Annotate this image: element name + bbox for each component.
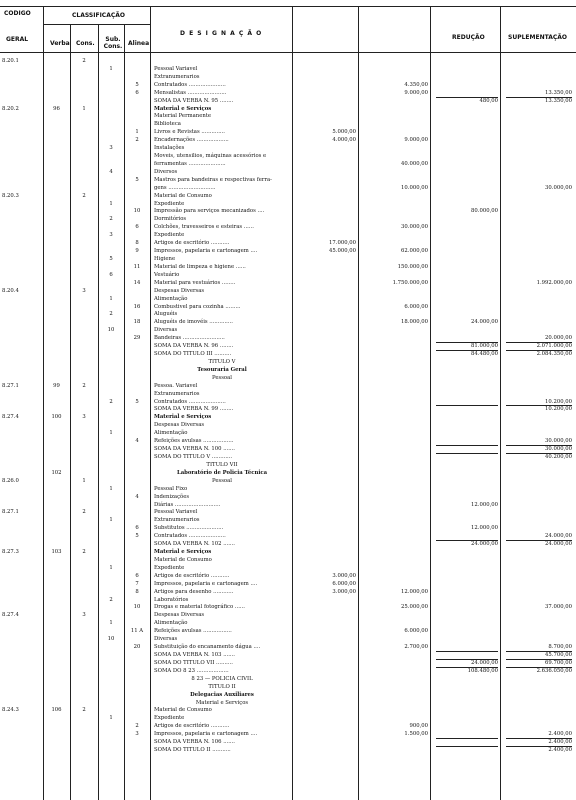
row-designation: SOMA DA VERBA N. 102 ....... — [154, 541, 235, 548]
row-alin: 2 — [135, 723, 139, 730]
row-cons: 2 — [82, 382, 86, 389]
row-cons: 2 — [82, 707, 86, 714]
row-designation: Extranumerarios — [154, 73, 200, 80]
row-sup: 2.400,00 — [548, 747, 572, 754]
row-designation: Material e Serviços — [154, 549, 212, 556]
header-cons: Cons. — [76, 40, 95, 47]
sum-rule — [436, 405, 498, 406]
row-cons: 3 — [82, 612, 86, 619]
col-rule — [430, 6, 431, 800]
row-alin: 10 — [133, 208, 141, 215]
row-sup: 40.200,00 — [545, 454, 572, 460]
row-c2: 9.000,00 — [404, 137, 428, 144]
row-c2: 9.000,00 — [404, 89, 428, 96]
row-designation: Material e Serviços — [195, 699, 249, 706]
row-c2: 10.000,00 — [401, 184, 428, 191]
header-designacao: D E S I G N A Ç Ã O — [180, 30, 263, 37]
row-c1: 45.000,00 — [329, 248, 356, 255]
row-designation: SOMA DA VERBA N. 100 ....... — [154, 446, 235, 453]
row-c1: 6.000,00 — [332, 580, 356, 587]
row-cons: 2 — [82, 509, 86, 516]
row-designation: SOMA DA VERBA N. 95 ........ — [154, 97, 234, 104]
row-red: 24.000,00 — [471, 319, 498, 326]
row-designation: Dormitórios — [154, 216, 187, 223]
row-alin: 10 — [133, 604, 141, 611]
row-cons: 2 — [82, 58, 86, 64]
row-alin: 3 — [135, 731, 139, 738]
row-c1: 3.000,00 — [332, 572, 356, 579]
row-designation: Material de Consumo — [154, 556, 212, 563]
row-alin: 20 — [133, 644, 141, 651]
row-alin: 4 — [135, 438, 139, 445]
row-designation: TITULO V — [208, 358, 236, 365]
row-sup: 1.992.000,00 — [536, 279, 572, 286]
row-code: 8.27.4 — [2, 414, 19, 421]
row-designation: Artigos para desenho ............ — [154, 588, 234, 595]
row-designation: Expediente — [154, 564, 185, 571]
row-designation: TITULO II — [208, 683, 236, 690]
row-cons: 1 — [82, 105, 86, 112]
row-sup: 2.071.000,00 — [536, 343, 572, 350]
row-red: 480,00 — [479, 97, 498, 104]
row-red: 12.000,00 — [471, 525, 498, 532]
row-designation: SOMA DA VERBA N. 106 ....... — [154, 739, 235, 746]
row-sup: 20.000,00 — [545, 335, 572, 342]
row-designation: Delegacias Auxiliares — [190, 691, 254, 698]
row-sub: 1 — [109, 564, 113, 571]
row-verba: 102 — [51, 469, 62, 476]
row-designation: SOMA DO TITULO V ............ — [154, 454, 233, 460]
row-designation: Contratados ...................... — [154, 398, 226, 405]
row-code: 8.27.4 — [2, 612, 19, 619]
row-sub: 2 — [109, 311, 113, 318]
row-designation: Material e Serviços — [154, 414, 212, 421]
row-c2: 6.000,00 — [404, 303, 428, 310]
row-designation: SOMA DO TITULO II ........... — [154, 747, 231, 754]
row-alin: 6 — [135, 224, 139, 231]
row-cons: 2 — [82, 192, 86, 199]
row-sup: 13.350,00 — [545, 89, 572, 96]
col-rule — [358, 6, 359, 800]
row-designation: SOMA DO TITULO VII .......... — [154, 659, 233, 666]
row-designation: Laboratório de Policia Técnica — [176, 469, 268, 476]
row-designation: Extranumerarios — [154, 390, 200, 397]
row-red: 81.000,00 — [471, 343, 498, 350]
row-sub: 3 — [109, 232, 113, 239]
row-code: 8.27.1 — [2, 509, 19, 516]
row-designation: Contratados ...................... — [154, 81, 226, 88]
row-designation: Pessoal — [212, 477, 232, 484]
row-alin: 14 — [133, 279, 141, 286]
row-designation: Combustivel para cozinha ......... — [154, 303, 241, 310]
row-c2: 12.000,00 — [401, 588, 428, 595]
row-designation: Material para vestuários ........ — [154, 279, 236, 286]
row-designation: Diversos — [154, 168, 178, 175]
row-verba: 103 — [51, 549, 62, 556]
row-code: 8.20.2 — [2, 105, 19, 112]
row-designation: Contratados ...................... — [154, 533, 226, 540]
header-reducao: REDUÇÃO — [452, 34, 485, 41]
col-rule — [500, 6, 501, 800]
row-alin: 5 — [135, 533, 139, 540]
row-sub: 2 — [109, 398, 113, 405]
row-designation: Material de Consumo — [154, 707, 212, 714]
row-sub: 1 — [109, 430, 113, 437]
row-designation: Pessoal — [212, 374, 232, 381]
row-alin: 5 — [135, 81, 139, 88]
row-designation: Substitutos ...................... — [154, 525, 224, 532]
row-code: 8.20.1 — [2, 58, 19, 64]
row-sub: 1 — [109, 485, 113, 492]
row-designation: Despesas Diversas — [154, 287, 205, 294]
row-designation: Higiene — [154, 256, 176, 262]
row-sub: 4 — [109, 168, 113, 175]
row-designation: Pessoal Fixo — [154, 485, 188, 492]
row-alin: 5 — [135, 398, 139, 405]
row-designation: TITULO VII — [206, 461, 238, 468]
row-sup: 37.000,00 — [545, 604, 572, 611]
row-sup: 24.000,00 — [545, 541, 572, 548]
row-c2: 40.000,00 — [401, 160, 428, 167]
row-sup: 24.000,00 — [545, 533, 572, 540]
row-sup: 2.400,00 — [548, 739, 572, 746]
row-code: 8.20.4 — [2, 287, 19, 294]
row-red: 84.480,00 — [471, 351, 498, 358]
header-suplementacao: SUPLEMENTAÇÃO — [508, 34, 568, 41]
row-cons: 3 — [82, 287, 86, 294]
row-code: 8.20.3 — [2, 192, 19, 199]
row-designation: Despesas Diversas — [154, 612, 205, 619]
row-alin: 5 — [135, 176, 139, 183]
row-sup: 30.000,00 — [545, 438, 572, 445]
row-c2: 4.350,00 — [404, 81, 428, 88]
row-cons: 3 — [82, 414, 86, 421]
row-red: 24.000,00 — [471, 659, 498, 666]
row-designation: Moveis, utensilios, máquinas acessórios e — [154, 153, 267, 160]
col-rule — [43, 6, 44, 800]
row-sub: 1 — [109, 295, 113, 302]
row-designation: SOMA DA VERBA N. 96 ........ — [154, 343, 234, 350]
row-designation: Artigos de escritório ........... — [154, 723, 230, 730]
header-verba: Verba — [50, 40, 70, 47]
rule-header-bottom — [0, 52, 576, 53]
row-designation: Material Permanente — [154, 113, 212, 120]
row-red: 80.000,00 — [471, 208, 498, 215]
row-designation: Indenizações — [154, 493, 190, 500]
row-c2: 62.000,00 — [401, 248, 428, 255]
row-alin: 11 — [133, 263, 141, 270]
row-code: 8.27.3 — [2, 549, 19, 556]
row-sub: 1 — [109, 715, 113, 722]
row-sup: 13.350,00 — [545, 97, 572, 104]
row-c2: 900,00 — [409, 723, 428, 730]
row-alin: 16 — [133, 303, 141, 310]
sum-rule — [436, 738, 498, 739]
row-c2: 1.750.000,00 — [392, 279, 428, 286]
row-sub: 6 — [109, 271, 113, 278]
row-designation: Drogas e material fotográfico ...... — [154, 604, 245, 611]
row-designation: Pessoal Variavel — [154, 509, 198, 516]
row-sup: 30.000,00 — [545, 446, 572, 453]
sum-rule — [436, 445, 498, 446]
row-designation: Livros e Revistas .............. — [154, 129, 225, 136]
row-designation: Expediente — [154, 232, 185, 239]
row-sup: 10.200,00 — [545, 406, 572, 413]
row-sup: 2.636.050,00 — [536, 667, 572, 674]
row-designation: Alimentação — [154, 430, 188, 437]
col-rule — [70, 24, 71, 800]
sum-rule — [436, 746, 498, 747]
row-sub: 10 — [107, 636, 115, 643]
row-designation: Artigos de escritório ........... — [154, 572, 230, 579]
row-c2: 18.000,00 — [401, 319, 428, 326]
row-designation: Encadernações ................... — [154, 137, 229, 144]
sum-rule — [436, 453, 498, 454]
row-designation: Extranumerarios — [154, 517, 200, 524]
rule-classificacao — [44, 24, 150, 25]
row-alin: 6 — [135, 572, 139, 579]
row-c1: 5.000,00 — [332, 129, 356, 136]
row-c1: 17.000,00 — [329, 240, 356, 247]
row-designation: gens ............................ — [154, 184, 216, 191]
row-designation: Impressos, papelaria e cartonagem .... — [154, 580, 258, 587]
row-designation: Diversas — [154, 636, 178, 643]
row-designation: Mensalistas ....................... — [154, 89, 227, 96]
row-alin: 4 — [135, 493, 139, 500]
row-code: 8.27.1 — [2, 382, 19, 389]
row-alin: 1 — [135, 129, 139, 136]
row-alin: 29 — [133, 335, 141, 342]
row-sup: 2.400,00 — [548, 731, 572, 738]
row-sub: 1 — [109, 620, 113, 627]
row-alin: 6 — [135, 89, 139, 96]
row-designation: Diárias ........................... — [154, 501, 221, 508]
row-sup: 10.200,00 — [545, 398, 572, 405]
row-sub: 2 — [109, 216, 113, 223]
row-designation: Aluguéis — [154, 311, 178, 318]
row-c1: 3.000,00 — [332, 588, 356, 595]
row-designation: Material e Serviços — [154, 105, 212, 112]
row-designation: Despesas Diversas — [154, 422, 205, 429]
row-red: 24.000,00 — [471, 541, 498, 548]
row-alin: 8 — [135, 240, 139, 247]
row-designation: Alimentação — [154, 620, 188, 627]
col-rule — [292, 6, 293, 800]
row-verba: 96 — [53, 105, 60, 112]
row-cons: 1 — [82, 477, 86, 484]
row-c2: 30.000,00 — [401, 224, 428, 231]
header-codigo: CODIGO — [4, 10, 31, 17]
row-sup: 8.700,00 — [548, 644, 572, 651]
row-sub: 1 — [109, 200, 113, 207]
row-c2: 150.000,00 — [397, 263, 428, 270]
row-designation: Vestuário — [154, 271, 180, 278]
header-geral: GERAL — [6, 36, 29, 43]
row-designation: Colchões, travesseiros e esteiras ...... — [154, 224, 254, 231]
row-c2: 2.700,00 — [404, 644, 428, 651]
row-designation: Material de limpeza e higiene ...... — [154, 263, 246, 270]
row-designation: Substituição do encanamento dágua .... — [154, 644, 261, 651]
row-sub: 1 — [109, 517, 113, 524]
row-verba: 106 — [51, 707, 62, 714]
row-designation: Material de Consumo — [154, 192, 212, 199]
row-designation: Pessoal Variavel — [154, 65, 198, 72]
row-designation: Alimentação — [154, 295, 188, 302]
rule-top — [0, 6, 576, 7]
row-designation: Impressos, papelaria e cartonagem .... — [154, 248, 258, 255]
row-sup: 45.700,00 — [545, 652, 572, 658]
row-sub: 2 — [109, 596, 113, 603]
row-verba: 99 — [53, 382, 60, 389]
col-rule — [150, 6, 151, 800]
row-code: 8.24.3 — [2, 707, 19, 714]
row-alin: 7 — [135, 580, 139, 587]
col-rule — [98, 24, 99, 800]
row-sub: 10 — [107, 327, 115, 334]
row-c1: 4.000,00 — [332, 137, 356, 144]
row-alin: 9 — [135, 248, 139, 255]
row-designation: Pessoa. Variavel — [154, 382, 198, 389]
row-designation: Bandeiras ......................... — [154, 335, 225, 342]
row-c2: 25.000,00 — [401, 604, 428, 611]
row-designation: Refeições avulsas .................. — [154, 438, 234, 445]
row-designation: SOMA DO TITULO III .......... — [154, 351, 232, 358]
row-designation: Expediente — [154, 200, 185, 207]
row-verba: 100 — [51, 414, 62, 421]
row-designation: Artigos de escritório ........... — [154, 240, 230, 247]
row-alin: 2 — [135, 137, 139, 144]
row-designation: 8 23 — POLICIA CIVIL — [191, 675, 253, 682]
row-c2: 1.500,00 — [404, 731, 428, 738]
row-red: 12.000,00 — [471, 501, 498, 508]
row-designation: SOMA DO 8 23 ................... — [154, 667, 229, 674]
row-code: 8.26.0 — [2, 477, 19, 484]
row-designation: Expediente — [154, 715, 185, 722]
row-sup: 69.700,00 — [545, 659, 572, 666]
row-red: 108.480,00 — [467, 667, 498, 674]
row-designation: Mastros para bandeiras e respectivas ferra- — [154, 176, 272, 183]
row-sub: 5 — [109, 256, 113, 262]
row-designation: SOMA DA VERBA N. 99 ........ — [154, 406, 234, 413]
row-designation: Biblioteca — [154, 121, 181, 128]
row-designation: Tesouraria Geral — [197, 366, 247, 373]
header-classificacao: CLASSIFICAÇÃO — [72, 12, 126, 19]
row-alin: 8 — [135, 588, 139, 595]
row-designation: Diversas — [154, 327, 178, 334]
row-sup: 2.084.350,00 — [536, 351, 572, 358]
row-alin: 11 A — [130, 628, 144, 635]
row-designation: Aluguéis de imovéis .............. — [154, 319, 233, 326]
row-designation: Refeições avulsas ................. — [154, 628, 232, 635]
row-designation: Instalações — [154, 145, 185, 152]
row-sub: 3 — [109, 145, 113, 152]
row-cons: 2 — [82, 549, 86, 556]
row-designation: ferramentas ...................... — [154, 160, 226, 167]
row-sub: 1 — [109, 65, 113, 72]
header-alinea: Alinea — [128, 40, 150, 47]
sum-rule — [436, 651, 498, 652]
row-sup: 30.000,00 — [545, 184, 572, 191]
row-designation: Impressão para serviços mecanizados .... — [154, 208, 265, 215]
row-designation: Impressos, papelaria e cartonagem .... — [154, 731, 258, 738]
row-designation: Laboratórios — [154, 596, 189, 603]
row-c2: 6.000,00 — [404, 628, 428, 635]
header-sub-cons: Sub. Cons. — [103, 36, 123, 50]
row-designation: SOMA DA VERBA N. 103 ....... — [154, 652, 235, 658]
row-alin: 18 — [133, 319, 141, 326]
row-alin: 6 — [135, 525, 139, 532]
